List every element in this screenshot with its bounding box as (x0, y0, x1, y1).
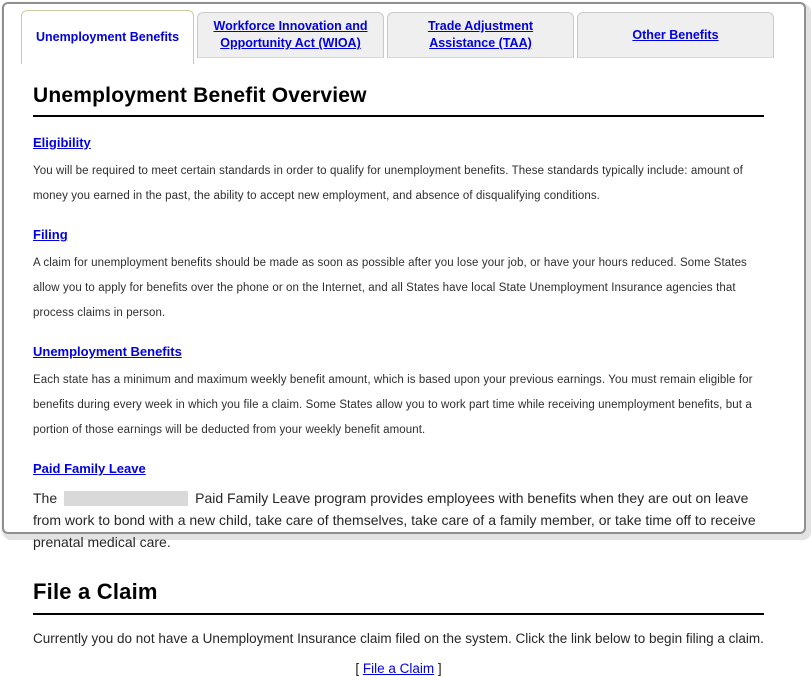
tab-unemployment-benefits[interactable] (21, 10, 194, 64)
tab-label: Workforce Innovation and Opportunity Act (WIOA) (213, 19, 368, 50)
filing-link[interactable]: Filing (33, 227, 68, 242)
section-filing (33, 226, 764, 326)
paid-family-leave-link[interactable]: Paid Family Leave (33, 461, 146, 476)
file-a-claim-link[interactable]: File a Claim (362, 661, 435, 676)
pfl-text-before: The (33, 490, 58, 506)
file-a-claim-link-row (33, 661, 764, 676)
unemployment-benefits-link[interactable]: Unemployment Benefits (33, 344, 182, 359)
benefits-window (2, 2, 806, 676)
unemployment-benefits-text: Each state has a minimum and maximum weekly benefit amount, which is based upon your previous earnings. You must remain eligible for benefits during every week in which you file a claim. Some States allow you to work part time while receiving unemployment benefits, but a portion of those earnings will be deducted from your weekly benefit amount. (33, 374, 753, 436)
pfl-text-after: Paid Family Leave program provides employees with benefits when they are out on leave from work to bond with a new child, take care of themselves, take care of a family member, or take time off to receive prenatal medical care. (33, 490, 756, 550)
filing-text: A claim for unemployment benefits should be made as soon as possible after you lose your job, or have your hours reduced. Some States allow you to apply for benefits over the phone or on the Internet, and all States have local State Unemployment Insurance agencies that process claims in person. (33, 257, 747, 319)
tab-wioa[interactable] (197, 12, 384, 58)
section-eligibility (33, 134, 764, 209)
file-a-claim-title: File a Claim (33, 579, 764, 615)
tab-content-panel (4, 64, 804, 676)
section-unemployment-benefits (33, 343, 764, 443)
tab-label: Unemployment Benefits (35, 30, 180, 44)
redacted-state-name (64, 491, 188, 506)
tab-label: Trade Adjustment Assistance (TAA) (427, 19, 534, 50)
page-title: Unemployment Benefit Overview (33, 84, 764, 117)
eligibility-text: You will be required to meet certain standards in order to qualify for unemployment benefits. These standards typically include: amount of money you earned in the past, the ability to accept new employment, and absence of disqualifying conditions. (33, 165, 743, 202)
eligibility-link[interactable]: Eligibility (33, 135, 91, 150)
section-paid-family-leave (33, 460, 764, 553)
tab-other-benefits[interactable] (577, 12, 774, 58)
tab-bar (21, 10, 804, 64)
tab-label: Other Benefits (632, 27, 719, 42)
file-a-claim-text: Currently you do not have a Unemployment Insurance claim filed on the system. Click the link below to begin filing a claim. (33, 631, 764, 646)
bracket-close: ] (434, 661, 442, 676)
bracket-open: [ (355, 661, 363, 676)
paid-family-leave-text (33, 487, 764, 553)
tab-taa[interactable] (387, 12, 574, 58)
